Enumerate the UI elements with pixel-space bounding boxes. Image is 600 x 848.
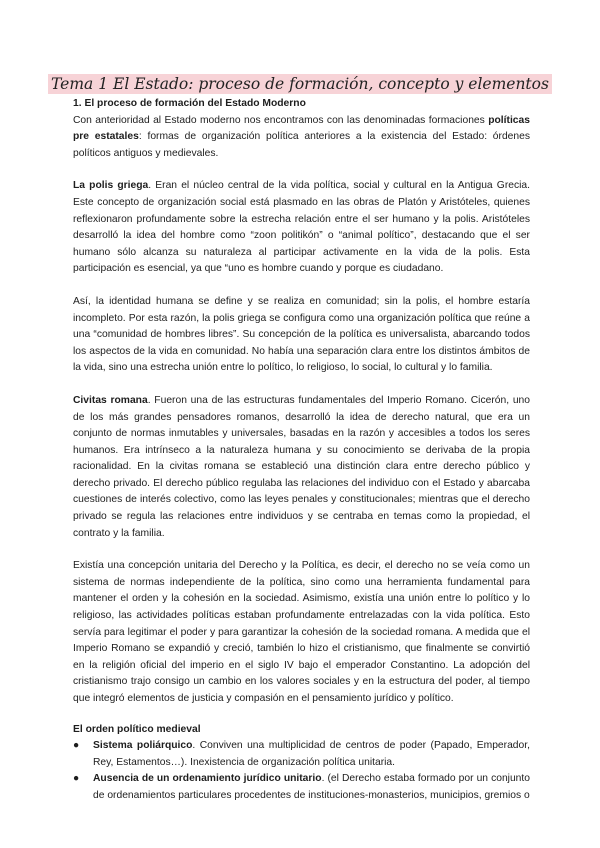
title-wrap [0,74,600,94]
intro-text-end: : formas de organización política anteriores a la existencia del Estado: órdenes políticos antiguos y medievales. [73,131,531,159]
medieval-list [73,738,530,804]
list-item-term: Sistema poliárquico [93,740,193,752]
civitas-paragraph-1 [73,393,530,542]
civitas-paragraph-2: Existía una concepción unitaria del Derecho y la Política, es decir, el derecho no se veía como un sistema de normas independiente de la política, sino como una herramienta fundamental para mantener el orden y la cohesión en la sociedad. Asimismo, existía una unión entre lo político y lo religioso, las actividades políticas estaban profundamente entrelazadas con la vida política. Esto servía para legitimar el poder y para garantizar la cohesión de la sociedad romana. A medida que el Imperio Romano se expandió y creció, también lo hizo el cristianismo, que finalmente se convirtió en la religión oficial del imperio en el siglo IV bajo el emperador Constantino. La adopción del cristianismo trajo consigo un cambio en los valores sociales y en la estructura del poder, al tiempo que integró elementos de justicia y compasión en el pensamiento jurídico y político. [73,560,530,704]
bullet-icon: ● [73,773,80,785]
polis-term: La polis griega [73,180,149,192]
polis-paragraph-2: Así, la identidad humana se define y se realiza en comunidad; sin la polis, el hombre estaría incompleto. Por esta razón, la polis griega se configura como una organización política que reúne a una “comunidad de hombres libres”. Su concepción de la política es universalista, abarcando todos los aspectos de la vida en comunidad. No había una separación clara entre los distintos ámbitos de la vida, sino una estrecha unión entre lo político, lo religioso, lo social, lo cultural y lo familia. [73,295,530,374]
civitas-term: Civitas romana [73,394,148,406]
polis-paragraph-1 [73,178,530,278]
civitas-text-1: . Fueron una de las estructuras fundamentales del Imperio Romano. Cicerón, uno de los más grandes pensadores romanos, desarrolló la idea de derecho natural, que era un conjunto de normas inmutables y universales, basadas en la razón y accesibles a todos los seres humanos. Era intrínseco a la naturaleza humana y su conocimiento se derivaba de la propia racionalidad. En la civitas romana se estableció una distinción clara entre derecho público y derecho privado. El derecho público regulaba las relaciones del individuo con el Estado y abarcaba cuestiones de interés colectivo, como las leyes penales y constitucionales; mientras que el derecho privado se regula las relaciones entre individuos y se centraba en temas como la propiedad, el contrato y la familia. [73,394,530,539]
bullet-icon: ● [73,740,80,752]
section-heading: 1. El proceso de formación del Estado Moderno [73,98,306,109]
list-item-text: . (el Derecho estaba formado por un conjunto de ordenamientos particulares procedentes de instituciones-monasterios, municipios, gremios o [93,773,530,801]
list-item [73,738,530,771]
intro-paragraph [73,113,530,163]
medieval-heading: El orden político medieval [73,723,201,735]
polis-text-1: . Eran el núcleo central de la vida política, social y cultural en la Antigua Grecia. Este concepto de organización social está plasmado en las obras de Platón y Aristóteles, quienes reflexionaron profundamente sobre la estrecha relación entre el ser humano y la polis. Aristóteles desarrolló la idea del hombre como “zoon politikón” o “animal político”, destacando que el ser humano sólo alcanza su naturaleza al participar activamente en la vida de la polis. Esta participación es esencial, ya que “uno es hombre cuando y porque es ciudadano. [73,180,530,275]
document-body [73,96,530,805]
page-title: Tema 1 El Estado: proceso de formación, concepto y elementos [48,74,552,94]
list-item-term: Ausencia de un ordenamiento jurídico unitario [93,773,322,785]
list-item [73,771,530,804]
intro-bold-term: políticas pre estatales [73,114,530,143]
intro-text-start: Con anterioridad al Estado moderno nos encontramos con las denominadas formaciones [73,114,489,126]
list-item-text: . Conviven una multiplicidad de centros de poder (Papado, Emperador, Rey, Estamentos…). Inexistencia de organización política unitaria. [93,740,530,768]
